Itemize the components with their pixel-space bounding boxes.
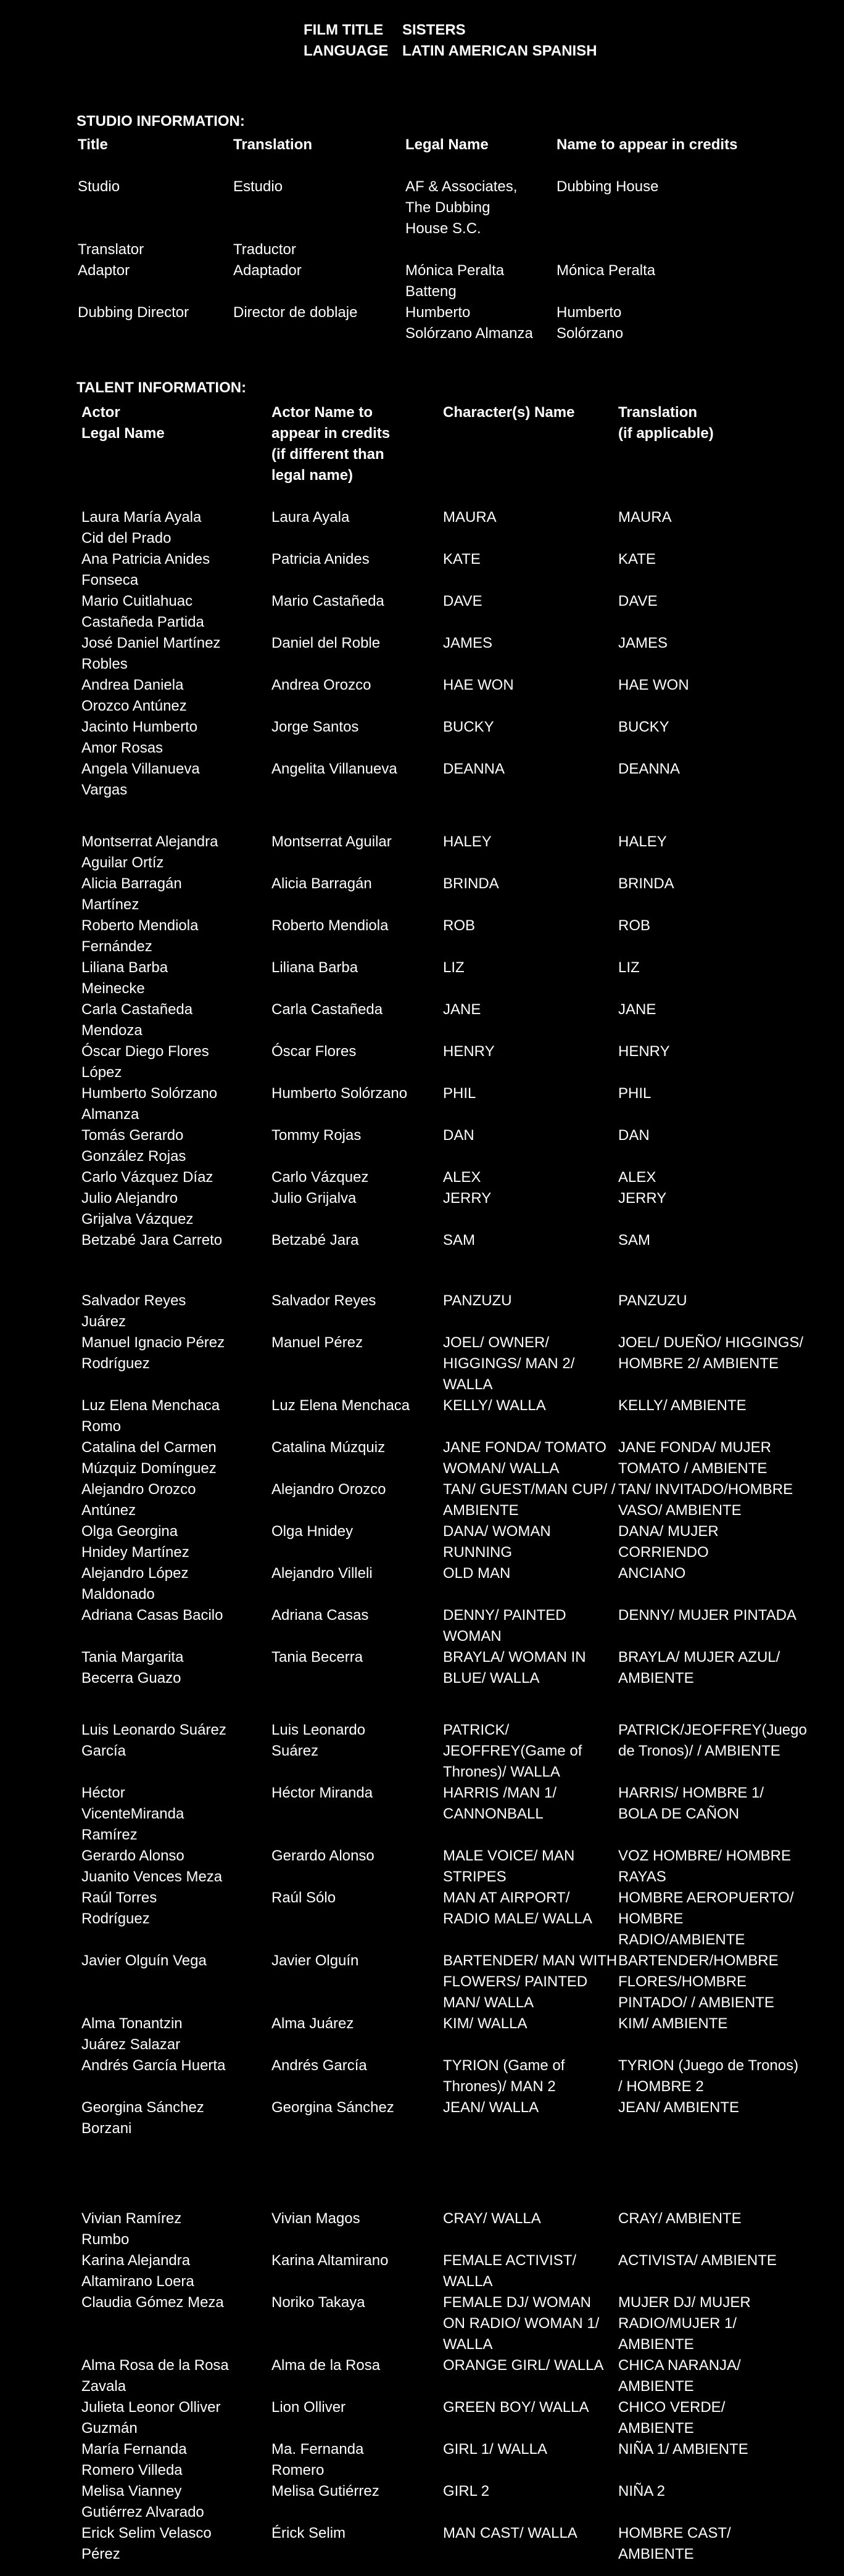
talent-cell: GIRL 2: [443, 2483, 490, 2500]
studio-cell: Dubbing House: [556, 178, 659, 195]
talent-cell: Andrea Daniela Orozco Antúnez: [81, 677, 187, 714]
talent-cell: Alma Tonantzin Juárez Salazar: [81, 2015, 183, 2053]
talent-cell: Lion Olliver: [271, 2399, 346, 2416]
talent-cell: Laura Ayala: [271, 509, 350, 526]
talent-cell: DAN: [443, 1127, 474, 1144]
talent-cell: JEAN/ AMBIENTE: [618, 2099, 740, 2116]
talent-cell: Luis Leonardo Suárez García: [81, 1722, 226, 1759]
talent-cell: HARRIS/ HOMBRE 1/ BOLA DE CAÑON: [618, 1785, 764, 1822]
talent-cell: Carlo Vázquez Díaz: [81, 1169, 213, 1186]
talent-cell: OLD MAN: [443, 1565, 511, 1582]
talent-cell: Luz Elena Menchaca: [271, 1397, 410, 1414]
talent-cell: Liliana Barba Meinecke: [81, 959, 168, 997]
talent-cell: FEMALE DJ/ WOMAN ON RADIO/ WOMAN 1/ WALLA: [443, 2294, 600, 2353]
talent-cell: Betzabé Jara: [271, 1232, 359, 1249]
talent-cell: JERRY: [618, 1190, 667, 1207]
talent-cell: Georgina Sánchez: [271, 2099, 394, 2116]
talent-cell: PATRICK/ JEOFFREY(Game of Thrones)/ WALLA: [443, 1722, 582, 1780]
talent-cell: Julieta Leonor Olliver Guzmán: [81, 2399, 221, 2437]
talent-cell: Betzabé Jara Carreto: [81, 1232, 223, 1249]
talent-cell: LIZ: [443, 959, 465, 976]
talent-cell: MAURA: [443, 509, 497, 526]
talent-cell: Salvador Reyes Juárez: [81, 1292, 186, 1330]
talent-cell: Gerardo Alonso Juanito Vences Meza: [81, 1847, 223, 1885]
talent-cell: Montserrat Alejandra Aguilar Ortíz: [81, 833, 218, 871]
talent-cell: DENNY/ MUJER PINTADA: [618, 1607, 796, 1624]
talent-cell: PHIL: [443, 1085, 476, 1102]
talent-cell: Roberto Mendiola: [271, 917, 389, 934]
talent-cell: José Daniel Martínez Robles: [81, 635, 221, 672]
talent-cell: ORANGE GIRL/ WALLA: [443, 2357, 604, 2374]
talent-cell: JERRY: [443, 1190, 492, 1207]
talent-cell: JEAN/ WALLA: [443, 2099, 539, 2116]
talent-cell: HOMBRE AEROPUERTO/ HOMBRE RADIO/AMBIENTE: [618, 1889, 794, 1948]
talent-cell: DANA/ WOMAN RUNNING: [443, 1523, 551, 1561]
talent-cell: Noriko Takaya: [271, 2294, 365, 2311]
studio-column-header: Legal Name: [405, 136, 489, 153]
talent-cell: JAMES: [443, 635, 493, 651]
talent-cell: Ma. Fernanda Romero: [271, 2441, 364, 2479]
talent-column-header: Translation (if applicable): [618, 404, 714, 442]
talent-cell: JANE FONDA/ MUJER TOMATO / AMBIENTE: [618, 1439, 772, 1477]
talent-cell: CRAY/ AMBIENTE: [618, 2210, 742, 2227]
talent-cell: TAN/ GUEST/MAN CUP/ / AMBIENTE: [443, 1481, 616, 1519]
talent-cell: Carla Castañeda Mendoza: [81, 1001, 193, 1039]
talent-cell: GREEN BOY/ WALLA: [443, 2399, 589, 2416]
studio-cell: Humberto Solórzano Almanza: [405, 304, 533, 342]
studio-column-header: Translation: [233, 136, 313, 153]
talent-heading: TALENT INFORMATION:: [77, 379, 247, 396]
talent-cell: NIÑA 1/ AMBIENTE: [618, 2441, 748, 2458]
talent-cell: JANE: [443, 1001, 481, 1018]
studio-column-header: Name to appear in credits: [556, 136, 738, 153]
talent-cell: Óscar Flores: [271, 1043, 357, 1060]
talent-cell: BUCKY: [618, 719, 669, 735]
studio-cell: Adaptor: [78, 262, 130, 279]
talent-cell: Julio Alejandro Grijalva Vázquez: [81, 1190, 194, 1228]
talent-cell: Alicia Barragán Martínez: [81, 875, 182, 913]
talent-cell: HENRY: [618, 1043, 670, 1060]
talent-cell: Salvador Reyes: [271, 1292, 376, 1309]
talent-cell: GIRL 1/ WALLA: [443, 2441, 547, 2458]
studio-cell: Translator: [78, 241, 144, 258]
talent-cell: KIM/ AMBIENTE: [618, 2015, 728, 2032]
talent-cell: Luis Leonardo Suárez: [271, 1722, 366, 1759]
studio-cell: AF & Associates, The Dubbing House S.C.: [405, 178, 518, 237]
talent-cell: Raúl Torres Rodríguez: [81, 1889, 157, 1927]
studio-cell: Humberto Solórzano: [556, 304, 624, 342]
talent-cell: HALEY: [443, 833, 492, 850]
talent-cell: DAN: [618, 1127, 650, 1144]
studio-cell: Studio: [78, 178, 120, 195]
talent-cell: Laura María Ayala Cid del Prado: [81, 509, 202, 547]
talent-column-header: Actor Legal Name: [81, 404, 165, 442]
talent-cell: MALE VOICE/ MAN STRIPES: [443, 1847, 575, 1885]
talent-cell: Alejandro Orozco: [271, 1481, 386, 1498]
talent-cell: Erick Selim Velasco Pérez: [81, 2525, 212, 2562]
talent-cell: Melisa Vianney Gutiérrez Alvarado: [81, 2483, 204, 2520]
studio-cell: Estudio: [233, 178, 283, 195]
talent-cell: Humberto Solórzano Almanza: [81, 1085, 218, 1123]
talent-cell: BRINDA: [443, 875, 499, 892]
talent-cell: Angelita Villanueva: [271, 761, 397, 777]
studio-cell: Director de doblaje: [233, 304, 358, 321]
studio-cell: Mónica Peralta Batteng: [405, 262, 505, 300]
talent-cell: Andrea Orozco: [271, 677, 371, 693]
talent-cell: CHICA NARANJA/ AMBIENTE: [618, 2357, 741, 2395]
talent-cell: KATE: [443, 551, 481, 568]
talent-cell: Claudia Gómez Meza: [81, 2294, 224, 2311]
talent-cell: BARTENDER/ MAN WITH FLOWERS/ PAINTED MAN/ WALLA: [443, 1952, 618, 2011]
talent-cell: Tania Margarita Becerra Guazo: [81, 1649, 184, 1686]
talent-cell: VOZ HOMBRE/ HOMBRE RAYAS: [618, 1847, 792, 1885]
talent-cell: ALEX: [618, 1169, 656, 1186]
talent-cell: Óscar Diego Flores López: [81, 1043, 209, 1081]
studio-cell: Traductor: [233, 241, 296, 258]
talent-cell: Tomás Gerardo González Rojas: [81, 1127, 186, 1165]
talent-cell: Héctor Miranda: [271, 1785, 373, 1801]
talent-cell: MAN AT AIRPORT/ RADIO MALE/ WALLA: [443, 1889, 592, 1927]
talent-cell: Catalina del Carmen Múzquiz Domínguez: [81, 1439, 217, 1477]
talent-cell: Melisa Gutiérrez: [271, 2483, 379, 2500]
talent-cell: Érick Selim: [271, 2525, 346, 2541]
talent-cell: Andrés García: [271, 2057, 367, 2074]
film-title-value: SISTERS: [402, 22, 466, 38]
talent-column-header: Character(s) Name: [443, 404, 575, 421]
talent-cell: Andrés García Huerta: [81, 2057, 226, 2074]
talent-cell: Gerardo Alonso: [271, 1847, 374, 1864]
talent-cell: Liliana Barba: [271, 959, 358, 976]
talent-cell: Jacinto Humberto Amor Rosas: [81, 719, 198, 756]
studio-cell: Dubbing Director: [78, 304, 189, 321]
talent-cell: KELLY/ AMBIENTE: [618, 1397, 747, 1414]
talent-cell: KELLY/ WALLA: [443, 1397, 546, 1414]
talent-cell: Carla Castañeda: [271, 1001, 383, 1018]
talent-cell: Manuel Ignacio Pérez Rodríguez: [81, 1334, 225, 1372]
talent-cell: MAN CAST/ WALLA: [443, 2525, 577, 2541]
talent-cell: Adriana Casas Bacilo: [81, 1607, 223, 1624]
talent-cell: Javier Olguín Vega: [81, 1952, 207, 1969]
talent-cell: Catalina Múzquiz: [271, 1439, 386, 1456]
talent-cell: María Fernanda Romero Villeda: [81, 2441, 187, 2479]
talent-cell: ALEX: [443, 1169, 481, 1186]
talent-cell: Luz Elena Menchaca Romo: [81, 1397, 220, 1435]
talent-cell: DAVE: [443, 593, 482, 609]
talent-cell: TYRION (Juego de Tronos) / HOMBRE 2: [618, 2057, 799, 2095]
talent-cell: CRAY/ WALLA: [443, 2210, 541, 2227]
talent-cell: Alejandro Villeli: [271, 1565, 373, 1582]
talent-cell: Alejandro Orozco Antúnez: [81, 1481, 196, 1519]
talent-cell: KATE: [618, 551, 656, 568]
talent-cell: BRAYLA/ WOMAN IN BLUE/ WALLA: [443, 1649, 586, 1686]
talent-cell: Adriana Casas: [271, 1607, 369, 1624]
talent-cell: Vivian Ramírez Rumbo: [81, 2210, 182, 2248]
film-title-label: FILM TITLE: [304, 22, 384, 38]
talent-cell: BRINDA: [618, 875, 674, 892]
talent-cell: Olga Hnidey: [271, 1523, 354, 1540]
talent-cell: Angela Villanueva Vargas: [81, 761, 200, 798]
talent-cell: HALEY: [618, 833, 667, 850]
talent-cell: Mario Cuitlahuac Castañeda Partida: [81, 593, 204, 630]
talent-cell: FEMALE ACTIVIST/ WALLA: [443, 2252, 577, 2290]
talent-cell: Tania Becerra: [271, 1649, 363, 1666]
talent-cell: HAE WON: [443, 677, 514, 693]
talent-cell: HENRY: [443, 1043, 495, 1060]
studio-cell: Mónica Peralta: [556, 262, 656, 279]
talent-cell: PHIL: [618, 1085, 652, 1102]
talent-cell: Patricia Anides: [271, 551, 370, 568]
talent-cell: DEANNA: [618, 761, 681, 777]
talent-cell: TAN/ INVITADO/HOMBRE VASO/ AMBIENTE: [618, 1481, 793, 1519]
talent-cell: Georgina Sánchez Borzani: [81, 2099, 204, 2137]
talent-cell: Alejandro López Maldonado: [81, 1565, 189, 1603]
talent-cell: Daniel del Roble: [271, 635, 381, 651]
talent-cell: Alma Juárez: [271, 2015, 354, 2032]
talent-cell: Olga Georgina Hnidey Martínez: [81, 1523, 189, 1561]
talent-cell: MUJER DJ/ MUJER RADIO/MUJER 1/ AMBIENTE: [618, 2294, 751, 2353]
talent-cell: Karina Alejandra Altamirano Loera: [81, 2252, 194, 2290]
talent-cell: Manuel Pérez: [271, 1334, 363, 1351]
talent-cell: KIM/ WALLA: [443, 2015, 528, 2032]
talent-cell: ANCIANO: [618, 1565, 686, 1582]
talent-cell: MAURA: [618, 509, 672, 526]
talent-cell: Alma de la Rosa: [271, 2357, 381, 2374]
talent-cell: ROB: [618, 917, 651, 934]
studio-heading: STUDIO INFORMATION:: [77, 113, 245, 130]
talent-cell: Raúl Sólo: [271, 1889, 336, 1906]
language-value: LATIN AMERICAN SPANISH: [402, 43, 597, 59]
talent-cell: PATRICK/JEOFFREY(Juego de Tronos)/ / AMBIENTE: [618, 1722, 807, 1759]
talent-cell: SAM: [443, 1232, 476, 1249]
talent-cell: NIÑA 2: [618, 2483, 666, 2500]
talent-cell: HAE WON: [618, 677, 689, 693]
talent-cell: Tommy Rojas: [271, 1127, 362, 1144]
talent-cell: LIZ: [618, 959, 640, 976]
talent-cell: PANZUZU: [443, 1292, 512, 1309]
talent-cell: DANA/ MUJER CORRIENDO: [618, 1523, 719, 1561]
talent-cell: Montserrat Aguilar: [271, 833, 392, 850]
talent-cell: ROB: [443, 917, 476, 934]
talent-cell: Alicia Barragán: [271, 875, 372, 892]
talent-cell: HOMBRE CAST/ AMBIENTE: [618, 2525, 731, 2562]
talent-cell: SAM: [618, 1232, 651, 1249]
talent-cell: Héctor VicenteMiranda Ramírez: [81, 1785, 184, 1843]
studio-column-header: Title: [78, 136, 108, 153]
talent-cell: Humberto Solórzano: [271, 1085, 408, 1102]
talent-cell: JANE: [618, 1001, 656, 1018]
talent-cell: ACTIVISTA/ AMBIENTE: [618, 2252, 777, 2269]
talent-cell: Jorge Santos: [271, 719, 359, 735]
talent-cell: JOEL/ DUEÑO/ HIGGINGS/ HOMBRE 2/ AMBIENTE: [618, 1334, 804, 1372]
talent-cell: Julio Grijalva: [271, 1190, 357, 1207]
talent-cell: BUCKY: [443, 719, 494, 735]
talent-cell: TYRION (Game of Thrones)/ MAN 2: [443, 2057, 565, 2095]
studio-cell: Adaptador: [233, 262, 302, 279]
talent-cell: BRAYLA/ MUJER AZUL/ AMBIENTE: [618, 1649, 780, 1686]
talent-cell: JAMES: [618, 635, 668, 651]
talent-cell: HARRIS /MAN 1/ CANNONBALL: [443, 1785, 557, 1822]
talent-cell: Roberto Mendiola Fernández: [81, 917, 199, 955]
language-label: LANGUAGE: [304, 43, 389, 59]
talent-cell: JOEL/ OWNER/ HIGGINGS/ MAN 2/ WALLA: [443, 1334, 575, 1393]
talent-cell: Alma Rosa de la Rosa Zavala: [81, 2357, 229, 2395]
talent-cell: Carlo Vázquez: [271, 1169, 369, 1186]
talent-cell: DENNY/ PAINTED WOMAN: [443, 1607, 566, 1645]
talent-cell: DEANNA: [443, 761, 505, 777]
talent-cell: Ana Patricia Anides Fonseca: [81, 551, 210, 588]
talent-cell: PANZUZU: [618, 1292, 687, 1309]
talent-cell: Karina Altamirano: [271, 2252, 389, 2269]
talent-cell: BARTENDER/HOMBRE FLORES/HOMBRE PINTADO/ / AMBIENTE: [618, 1952, 779, 2011]
talent-cell: Javier Olguín: [271, 1952, 359, 1969]
talent-cell: DAVE: [618, 593, 658, 609]
talent-cell: CHICO VERDE/ AMBIENTE: [618, 2399, 726, 2437]
talent-cell: Mario Castañeda: [271, 593, 384, 609]
talent-cell: JANE FONDA/ TOMATO WOMAN/ WALLA: [443, 1439, 606, 1477]
talent-cell: Vivian Magos: [271, 2210, 360, 2227]
talent-column-header: Actor Name to appear in credits (if different than legal name): [271, 404, 391, 484]
